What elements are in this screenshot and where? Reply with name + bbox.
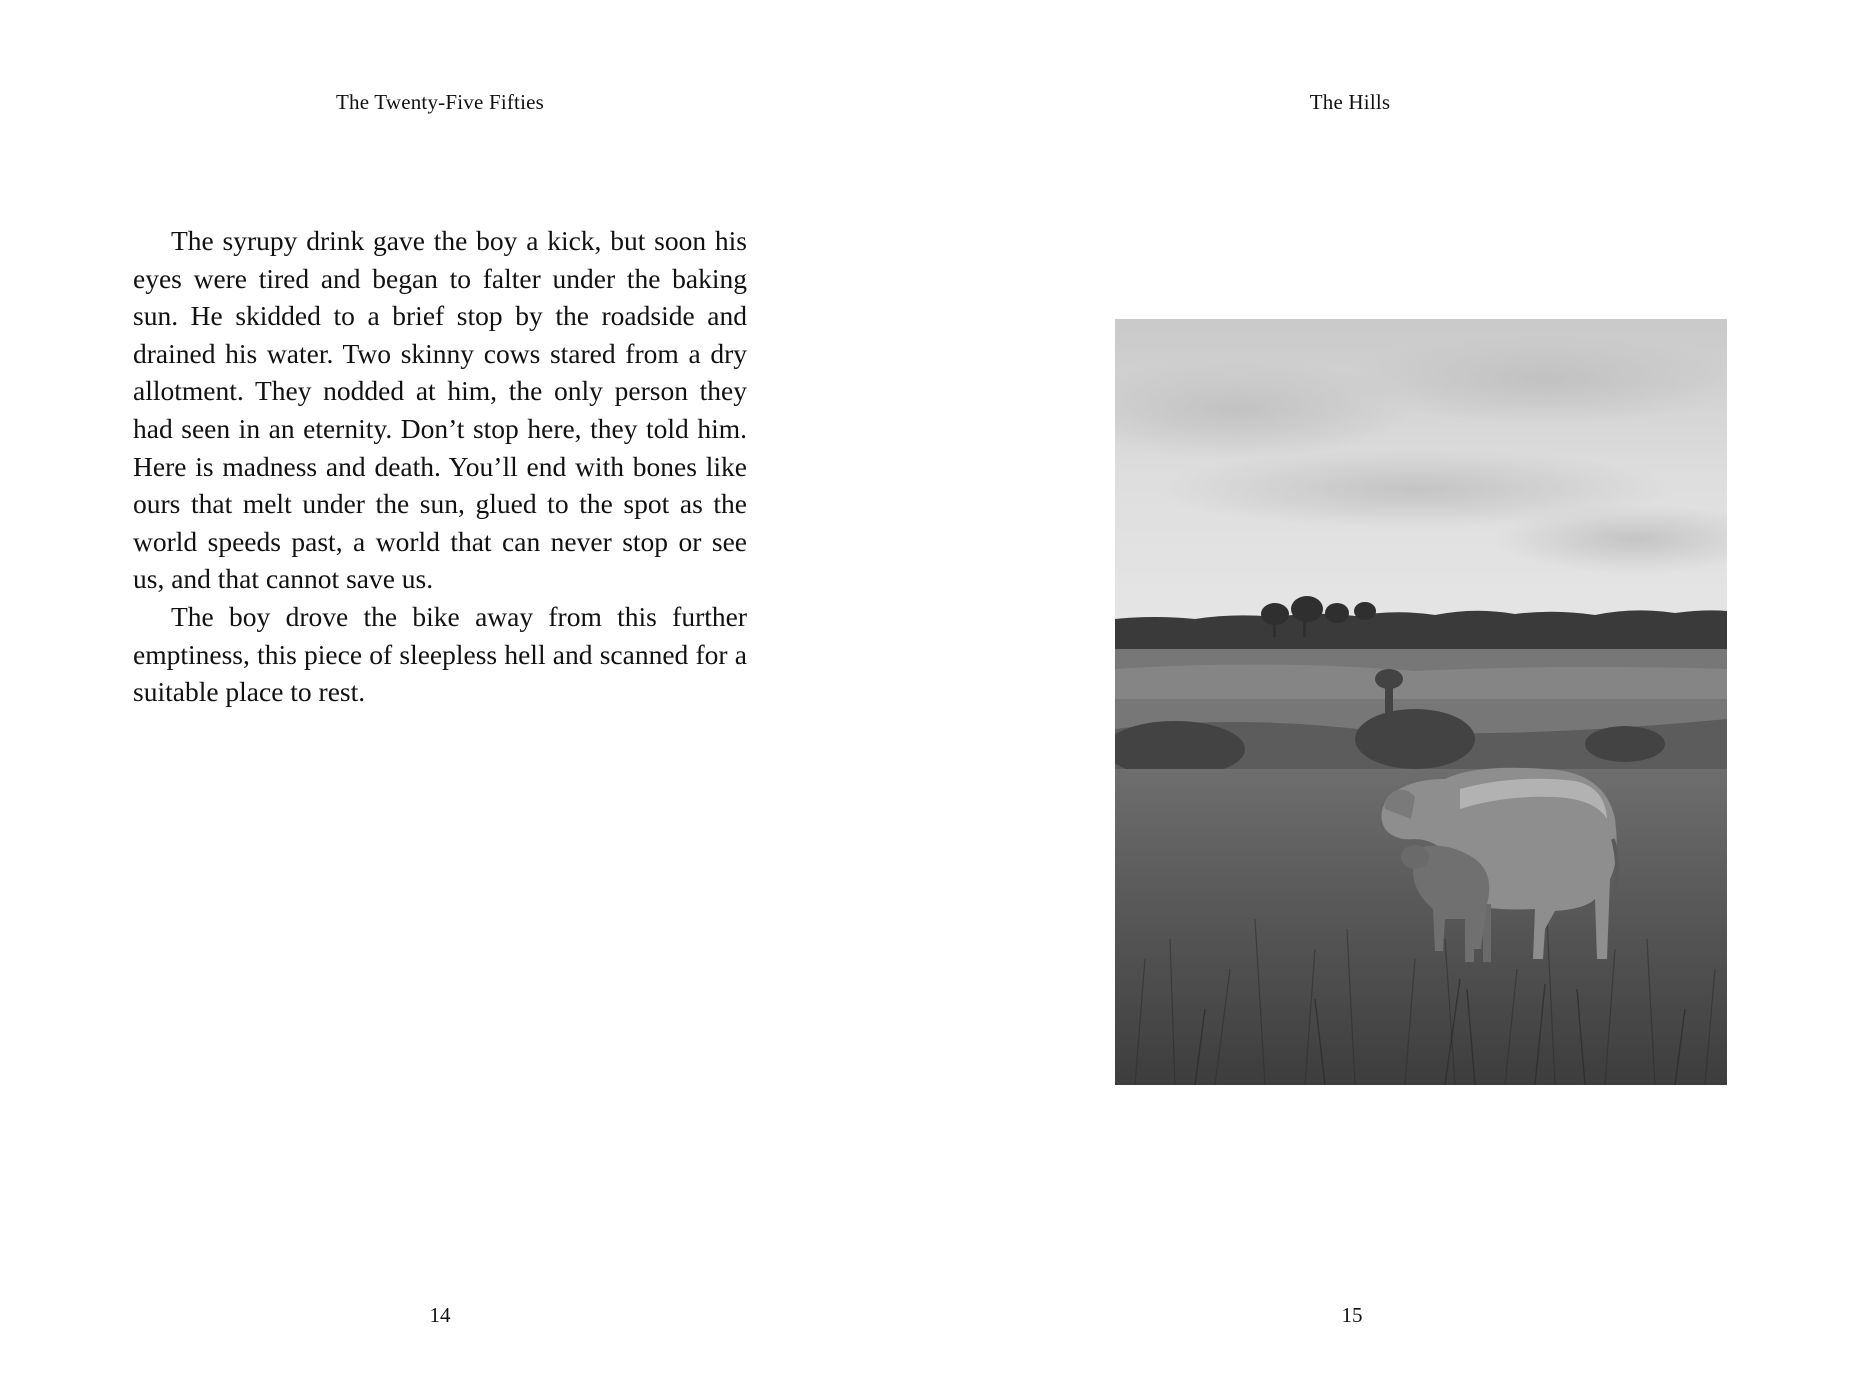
cow-in-field-photo [1115,319,1727,1085]
right-page [928,0,1855,1399]
paragraph-2: The boy drove the bike away from this further emptiness, this piece of sleepless hell and scanned for a suitable place to rest. [133,600,747,708]
body-text [133,222,747,711]
photo-illustration [1115,319,1727,1085]
paragraph-1: The syrupy drink gave the boy a kick, but soon his eyes were tired and began to falter under the baking sun. He skidded to a brief stop by the roadside and drained his water. Two skinny cows stared from a dry allotment. They nodded at him, the only person they had seen in an eternity. Don’t stop here, they told him. Here is madness and death. You’ll end with bones like ours that melt under the sun, glued to the spot as the world speeds past, a world that can never stop or see us, and that cannot save us. [133,225,747,595]
page-number-right: 15 [1341,1303,1363,1327]
page-number-left: 14 [429,1303,451,1327]
running-head-right: The Hills [1309,90,1391,114]
running-head-left: The Twenty-Five Fifties [335,90,545,114]
cloud [1345,334,1727,424]
